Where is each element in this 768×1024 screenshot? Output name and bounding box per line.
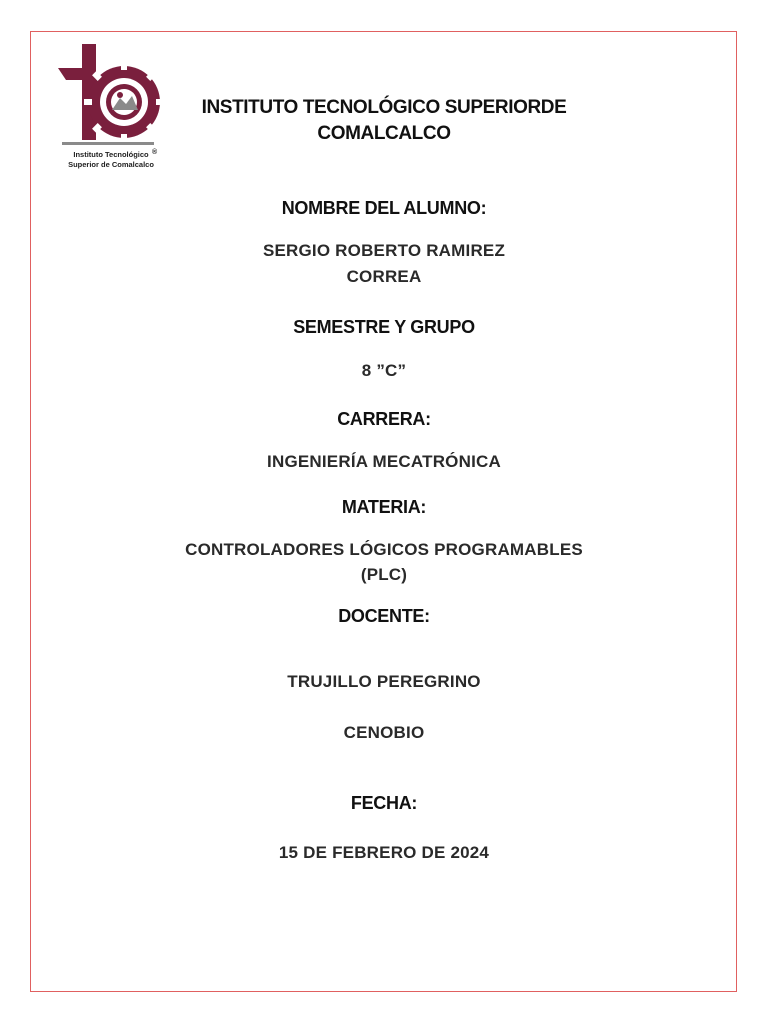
institution-title-line1: INSTITUTO TECNOLÓGICO SUPERIORDE	[201, 97, 567, 118]
subject-value-line1: CONTROLADORES LÓGICOS PROGRAMABLES	[185, 540, 583, 559]
teacher-name-line1: TRUJILLO PEREGRINO	[287, 672, 481, 691]
career-value: INGENIERÍA MECATRÓNICA	[267, 452, 501, 471]
institution-title-line2: COMALCALCO	[317, 123, 451, 144]
teacher-name-line2: CENOBIO	[343, 723, 425, 742]
date-value: 15 DE FEBRERO DE 2024	[278, 843, 490, 862]
registered-mark: ®	[152, 149, 158, 156]
student-name-line1: SERGIO ROBERTO RAMIREZ	[262, 241, 506, 260]
semester-label: SEMESTRE Y GRUPO	[293, 317, 475, 337]
student-name-line2: CORREA	[346, 267, 422, 286]
career-label: CARRERA:	[337, 409, 431, 429]
teacher-label: DOCENTE:	[338, 606, 430, 626]
subject-value-line2: (PLC)	[360, 565, 408, 584]
logo-caption-line1: Instituto Tecnológico	[73, 150, 149, 159]
student-label: NOMBRE DEL ALUMNO:	[281, 198, 487, 218]
semester-value: 8 ”C”	[361, 361, 407, 380]
date-label: FECHA:	[350, 793, 418, 813]
logo-caption	[56, 150, 166, 170]
subject-label: MATERIA:	[341, 497, 427, 517]
logo-caption-line2: Superior de Comalcalco	[68, 160, 154, 169]
